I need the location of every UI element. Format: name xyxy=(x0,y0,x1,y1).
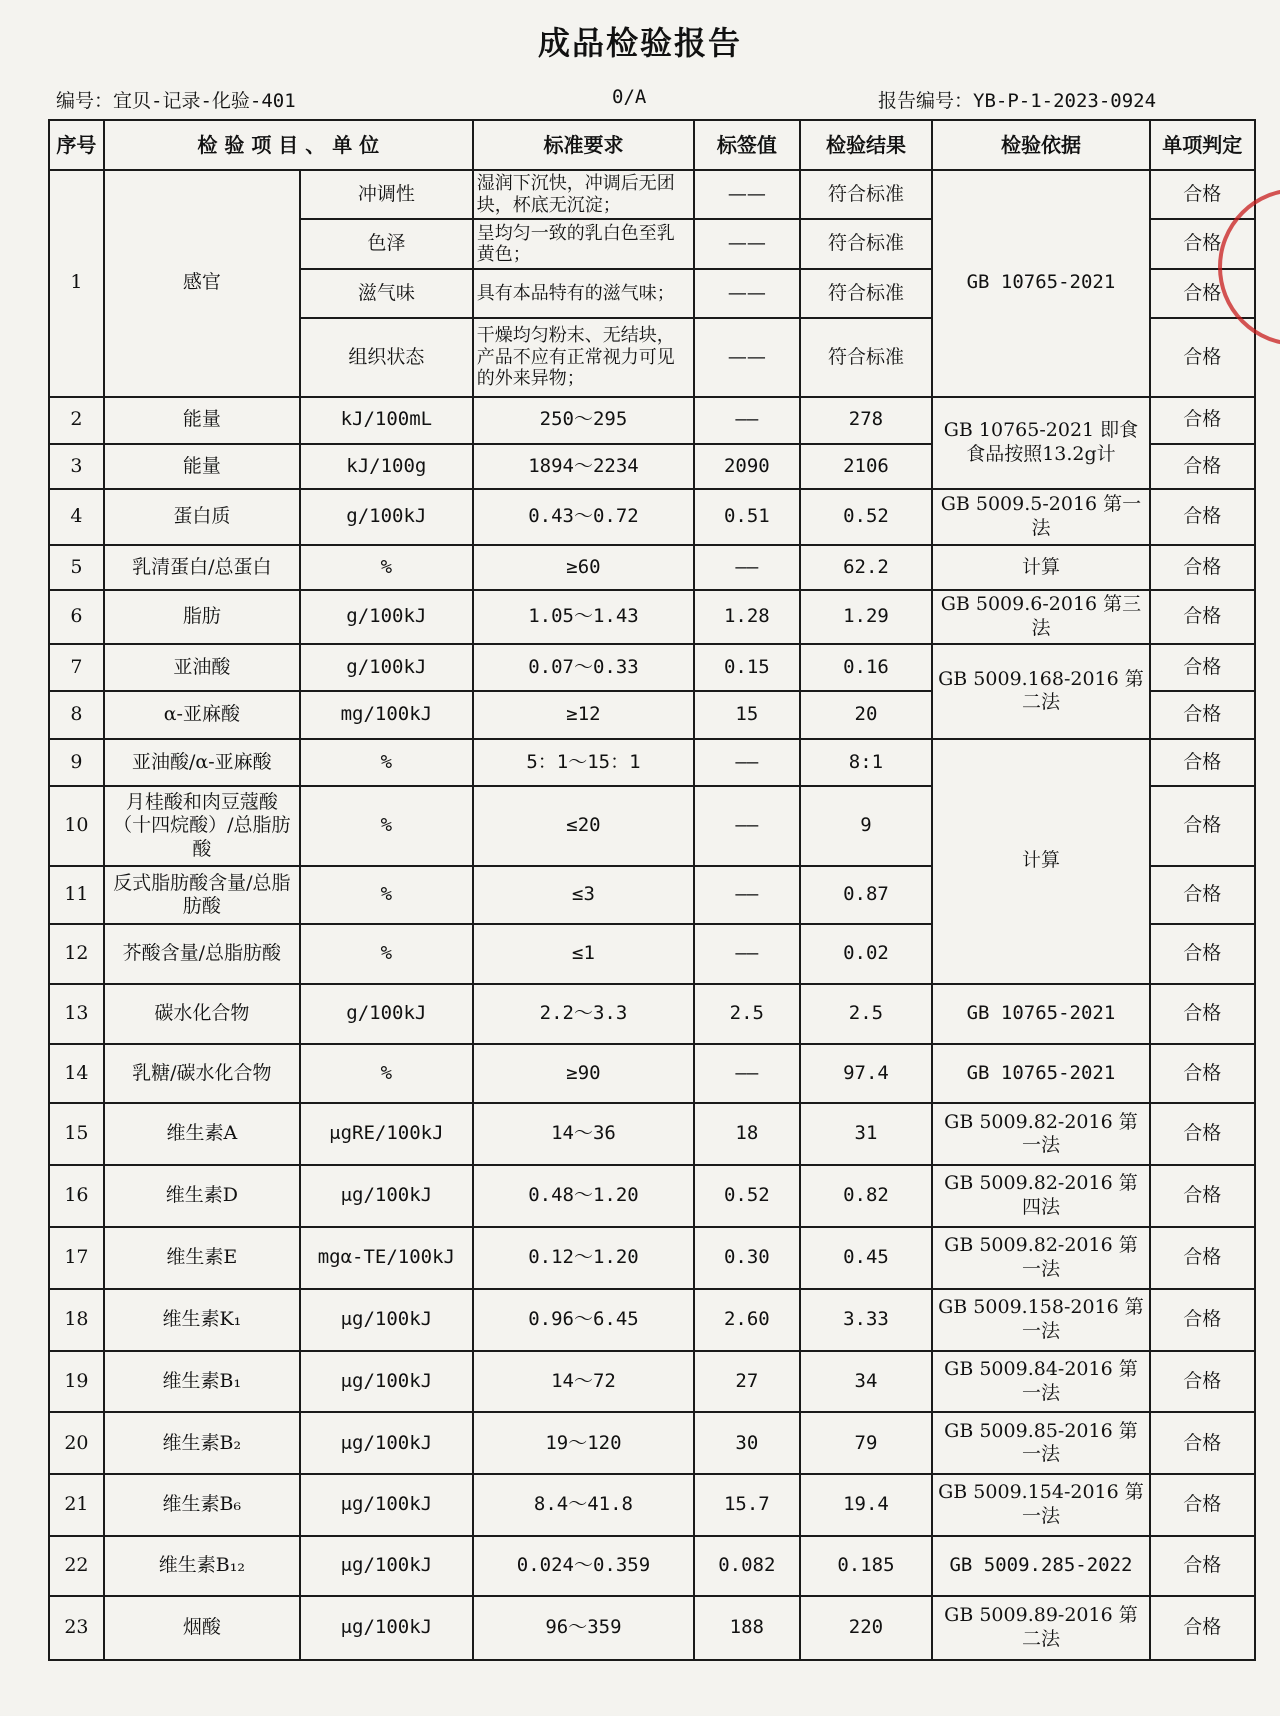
row-verdict: 合格 xyxy=(1150,219,1255,268)
row-item: 脂肪 xyxy=(104,590,300,644)
row-basis: GB 5009.158-2016 第一法 xyxy=(932,1289,1149,1351)
row-verdict: 合格 xyxy=(1150,1351,1255,1413)
row-verdict: 合格 xyxy=(1150,866,1255,924)
row-sub-item: 色泽 xyxy=(300,219,473,268)
row-requirement: 14～36 xyxy=(473,1103,694,1165)
row-requirement: 1.05～1.43 xyxy=(473,590,694,644)
row-label-value: 0.15 xyxy=(694,644,799,691)
row-item: 感官 xyxy=(104,170,300,397)
row-unit: μg/100kJ xyxy=(300,1596,473,1660)
row-seq: 4 xyxy=(49,489,104,545)
row-unit: % xyxy=(300,786,473,866)
row-result: 9 xyxy=(800,786,933,866)
row-result: 符合标准 xyxy=(800,170,933,219)
row-item: 维生素B₂ xyxy=(104,1412,300,1474)
row-seq: 19 xyxy=(49,1351,104,1413)
row-verdict: 合格 xyxy=(1150,1474,1255,1536)
report-number: 报告编号：YB-P-1-2023-0924 xyxy=(878,90,1157,112)
row-label-value: 18 xyxy=(694,1103,799,1165)
row-unit: g/100kJ xyxy=(300,590,473,644)
col-item: 检 验 项 目 、 单 位 xyxy=(104,120,473,170)
row-label-value: 0.51 xyxy=(694,489,799,545)
row-unit: μg/100kJ xyxy=(300,1474,473,1536)
row-seq: 8 xyxy=(49,691,104,738)
row-sub-item: 冲调性 xyxy=(300,170,473,219)
row-requirement: 14～72 xyxy=(473,1351,694,1413)
row-requirement: 0.12～1.20 xyxy=(473,1227,694,1289)
row-basis: GB 5009.82-2016 第一法 xyxy=(932,1103,1149,1165)
row-result: 220 xyxy=(800,1596,933,1660)
row-requirement: 1894～2234 xyxy=(473,444,694,489)
row-result: 62.2 xyxy=(800,545,933,590)
row-verdict: 合格 xyxy=(1150,1103,1255,1165)
row-label-value: 0.52 xyxy=(694,1165,799,1227)
row-basis: GB 5009.285-2022 xyxy=(932,1536,1149,1596)
row-verdict: 合格 xyxy=(1150,739,1255,786)
row-seq: 15 xyxy=(49,1103,104,1165)
row-verdict: 合格 xyxy=(1150,1412,1255,1474)
row-result: 0.02 xyxy=(800,924,933,984)
row-result: 34 xyxy=(800,1351,933,1413)
row-verdict: 合格 xyxy=(1150,984,1255,1044)
row-verdict: 合格 xyxy=(1150,786,1255,866)
row-result: 2.5 xyxy=(800,984,933,1044)
table-row xyxy=(49,489,1255,545)
row-unit: % xyxy=(300,1044,473,1104)
row-verdict: 合格 xyxy=(1150,644,1255,691)
row-verdict: 合格 xyxy=(1150,1536,1255,1596)
row-label-value: —— xyxy=(694,397,799,444)
row-requirement: 湿润下沉快，冲调后无团块，杯底无沉淀； xyxy=(473,170,694,219)
row-unit: mgα-TE/100kJ xyxy=(300,1227,473,1289)
table-row xyxy=(49,1596,1255,1660)
row-unit: kJ/100mL xyxy=(300,397,473,444)
row-basis: GB 5009.168-2016 第二法 xyxy=(932,644,1149,739)
row-result: 97.4 xyxy=(800,1044,933,1104)
row-item: 亚油酸 xyxy=(104,644,300,691)
row-item: 烟酸 xyxy=(104,1596,300,1660)
row-item: 维生素K₁ xyxy=(104,1289,300,1351)
row-unit: μg/100kJ xyxy=(300,1289,473,1351)
row-result: 符合标准 xyxy=(800,269,933,318)
row-requirement: 5：1～15：1 xyxy=(473,739,694,786)
table-row xyxy=(49,739,1255,786)
version: 0/A xyxy=(612,86,647,108)
row-item: α-亚麻酸 xyxy=(104,691,300,738)
table-row xyxy=(49,644,1255,691)
col-seq: 序号 xyxy=(49,120,104,170)
report-title: 成品检验报告 xyxy=(537,24,742,62)
row-verdict: 合格 xyxy=(1150,1596,1255,1660)
row-requirement: 具有本品特有的滋气味； xyxy=(473,269,694,318)
table-row xyxy=(49,1536,1255,1596)
row-basis: 计算 xyxy=(932,545,1149,590)
row-seq: 5 xyxy=(49,545,104,590)
row-requirement: 干燥均匀粉末、无结块，产品不应有正常视力可见的外来异物； xyxy=(473,318,694,396)
row-seq: 16 xyxy=(49,1165,104,1227)
row-item: 反式脂肪酸含量/总脂肪酸 xyxy=(104,866,300,924)
row-basis: GB 5009.85-2016 第一法 xyxy=(932,1412,1149,1474)
row-verdict: 合格 xyxy=(1150,924,1255,984)
row-unit: g/100kJ xyxy=(300,489,473,545)
row-label-value: —— xyxy=(694,924,799,984)
row-requirement: 0.024～0.359 xyxy=(473,1536,694,1596)
row-requirement: ≤1 xyxy=(473,924,694,984)
row-basis: GB 10765-2021 xyxy=(932,984,1149,1044)
table-row xyxy=(49,170,1255,219)
col-basis: 检验依据 xyxy=(932,120,1149,170)
row-basis: GB 5009.82-2016 第四法 xyxy=(932,1165,1149,1227)
doc-number: 编号：宜贝-记录-化验-401 xyxy=(56,90,296,112)
row-item: 芥酸含量/总脂肪酸 xyxy=(104,924,300,984)
row-label-value: 15.7 xyxy=(694,1474,799,1536)
row-sub-item: 滋气味 xyxy=(300,269,473,318)
row-requirement: 2.2～3.3 xyxy=(473,984,694,1044)
row-result: 0.52 xyxy=(800,489,933,545)
table-row xyxy=(49,1165,1255,1227)
row-basis: GB 5009.5-2016 第一法 xyxy=(932,489,1149,545)
row-label-value: —— xyxy=(694,318,799,396)
row-label-value: —— xyxy=(694,219,799,268)
row-verdict: 合格 xyxy=(1150,444,1255,489)
row-result: 8:1 xyxy=(800,739,933,786)
row-item: 维生素D xyxy=(104,1165,300,1227)
row-label-value: 2090 xyxy=(694,444,799,489)
row-verdict: 合格 xyxy=(1150,318,1255,396)
table-row xyxy=(49,590,1255,644)
row-verdict: 合格 xyxy=(1150,545,1255,590)
row-label-value: —— xyxy=(694,786,799,866)
row-requirement: ≤3 xyxy=(473,866,694,924)
row-seq: 11 xyxy=(49,866,104,924)
row-basis: GB 5009.84-2016 第一法 xyxy=(932,1351,1149,1413)
row-verdict: 合格 xyxy=(1150,1289,1255,1351)
row-requirement: 0.43～0.72 xyxy=(473,489,694,545)
table-row xyxy=(49,1412,1255,1474)
table-row xyxy=(49,1103,1255,1165)
row-result: 0.185 xyxy=(800,1536,933,1596)
row-item: 维生素E xyxy=(104,1227,300,1289)
row-label-value: 2.5 xyxy=(694,984,799,1044)
row-seq: 12 xyxy=(49,924,104,984)
row-requirement: ≤20 xyxy=(473,786,694,866)
table-row xyxy=(49,1289,1255,1351)
col-result: 检验结果 xyxy=(800,120,933,170)
row-basis: GB 5009.89-2016 第二法 xyxy=(932,1596,1149,1660)
row-label-value: —— xyxy=(694,269,799,318)
row-unit: % xyxy=(300,545,473,590)
row-item: 亚油酸/α-亚麻酸 xyxy=(104,739,300,786)
row-requirement: ≥12 xyxy=(473,691,694,738)
row-verdict: 合格 xyxy=(1150,1165,1255,1227)
row-requirement: ≥60 xyxy=(473,545,694,590)
row-item: 月桂酸和肉豆蔻酸（十四烷酸）/总脂肪酸 xyxy=(104,786,300,866)
row-basis: GB 5009.82-2016 第一法 xyxy=(932,1227,1149,1289)
row-seq: 23 xyxy=(49,1596,104,1660)
row-unit: g/100kJ xyxy=(300,984,473,1044)
row-requirement: 250～295 xyxy=(473,397,694,444)
row-basis: GB 10765-2021 xyxy=(932,170,1149,397)
row-result: 278 xyxy=(800,397,933,444)
row-item: 乳清蛋白/总蛋白 xyxy=(104,545,300,590)
row-item: 维生素A xyxy=(104,1103,300,1165)
row-requirement: 19～120 xyxy=(473,1412,694,1474)
row-unit: μg/100kJ xyxy=(300,1351,473,1413)
row-verdict: 合格 xyxy=(1150,170,1255,219)
row-result: 0.16 xyxy=(800,644,933,691)
row-label-value: 30 xyxy=(694,1412,799,1474)
row-seq: 2 xyxy=(49,397,104,444)
row-seq: 3 xyxy=(49,444,104,489)
row-unit: g/100kJ xyxy=(300,644,473,691)
row-seq: 17 xyxy=(49,1227,104,1289)
row-unit: % xyxy=(300,866,473,924)
row-basis: GB 10765-2021 xyxy=(932,1044,1149,1104)
row-label-value: —— xyxy=(694,739,799,786)
row-basis: GB 5009.154-2016 第一法 xyxy=(932,1474,1149,1536)
row-requirement: 0.48～1.20 xyxy=(473,1165,694,1227)
row-unit: kJ/100g xyxy=(300,444,473,489)
row-requirement: 0.96～6.45 xyxy=(473,1289,694,1351)
row-seq: 14 xyxy=(49,1044,104,1104)
row-verdict: 合格 xyxy=(1150,397,1255,444)
row-item: 能量 xyxy=(104,397,300,444)
row-basis: GB 10765-2021 即食食品按照13.2g计 xyxy=(932,397,1149,490)
row-label-value: 15 xyxy=(694,691,799,738)
row-label-value: 2.60 xyxy=(694,1289,799,1351)
table-row xyxy=(49,1227,1255,1289)
row-seq: 21 xyxy=(49,1474,104,1536)
row-label-value: —— xyxy=(694,170,799,219)
row-unit: % xyxy=(300,924,473,984)
row-result: 19.4 xyxy=(800,1474,933,1536)
row-unit: μgRE/100kJ xyxy=(300,1103,473,1165)
row-seq: 22 xyxy=(49,1536,104,1596)
row-result: 79 xyxy=(800,1412,933,1474)
row-label-value: —— xyxy=(694,866,799,924)
row-verdict: 合格 xyxy=(1150,691,1255,738)
row-result: 31 xyxy=(800,1103,933,1165)
row-item: 维生素B₆ xyxy=(104,1474,300,1536)
row-label-value: 1.28 xyxy=(694,590,799,644)
row-item: 能量 xyxy=(104,444,300,489)
row-verdict: 合格 xyxy=(1150,489,1255,545)
col-label-value: 标签值 xyxy=(694,120,799,170)
row-sub-item: 组织状态 xyxy=(300,318,473,396)
table-row xyxy=(49,1474,1255,1536)
row-requirement: 8.4～41.8 xyxy=(473,1474,694,1536)
row-verdict: 合格 xyxy=(1150,590,1255,644)
row-result: 0.87 xyxy=(800,866,933,924)
row-result: 0.82 xyxy=(800,1165,933,1227)
row-seq: 10 xyxy=(49,786,104,866)
row-item: 乳糖/碳水化合物 xyxy=(104,1044,300,1104)
inspection-table xyxy=(48,119,1256,1661)
row-result: 0.45 xyxy=(800,1227,933,1289)
row-label-value: 0.30 xyxy=(694,1227,799,1289)
table-row xyxy=(49,1044,1255,1104)
row-result: 符合标准 xyxy=(800,318,933,396)
row-item: 维生素B₁₂ xyxy=(104,1536,300,1596)
table-row xyxy=(49,984,1255,1044)
row-unit: μg/100kJ xyxy=(300,1165,473,1227)
header-row xyxy=(49,120,1255,170)
row-basis: GB 5009.6-2016 第三法 xyxy=(932,590,1149,644)
row-seq: 13 xyxy=(49,984,104,1044)
row-result: 符合标准 xyxy=(800,219,933,268)
row-verdict: 合格 xyxy=(1150,269,1255,318)
row-item: 碳水化合物 xyxy=(104,984,300,1044)
row-verdict: 合格 xyxy=(1150,1227,1255,1289)
row-result: 3.33 xyxy=(800,1289,933,1351)
row-seq: 18 xyxy=(49,1289,104,1351)
table-row xyxy=(49,545,1255,590)
row-requirement: 0.07～0.33 xyxy=(473,644,694,691)
row-unit: μg/100kJ xyxy=(300,1412,473,1474)
row-seq: 20 xyxy=(49,1412,104,1474)
row-seq: 1 xyxy=(49,170,104,397)
row-seq: 7 xyxy=(49,644,104,691)
table-row xyxy=(49,397,1255,444)
row-seq: 6 xyxy=(49,590,104,644)
row-requirement: ≥90 xyxy=(473,1044,694,1104)
col-requirement: 标准要求 xyxy=(473,120,694,170)
row-label-value: 0.082 xyxy=(694,1536,799,1596)
row-result: 20 xyxy=(800,691,933,738)
row-result: 2106 xyxy=(800,444,933,489)
row-basis: 计算 xyxy=(932,739,1149,984)
table-row xyxy=(49,1351,1255,1413)
row-unit: μg/100kJ xyxy=(300,1536,473,1596)
row-requirement: 96～359 xyxy=(473,1596,694,1660)
row-seq: 9 xyxy=(49,739,104,786)
row-unit: mg/100kJ xyxy=(300,691,473,738)
row-result: 1.29 xyxy=(800,590,933,644)
row-label-value: 188 xyxy=(694,1596,799,1660)
row-requirement: 呈均匀一致的乳白色至乳黄色； xyxy=(473,219,694,268)
row-item: 蛋白质 xyxy=(104,489,300,545)
row-label-value: —— xyxy=(694,1044,799,1104)
col-verdict: 单项判定 xyxy=(1150,120,1255,170)
row-unit: % xyxy=(300,739,473,786)
row-item: 维生素B₁ xyxy=(104,1351,300,1413)
row-label-value: 27 xyxy=(694,1351,799,1413)
row-label-value: —— xyxy=(694,545,799,590)
row-verdict: 合格 xyxy=(1150,1044,1255,1104)
